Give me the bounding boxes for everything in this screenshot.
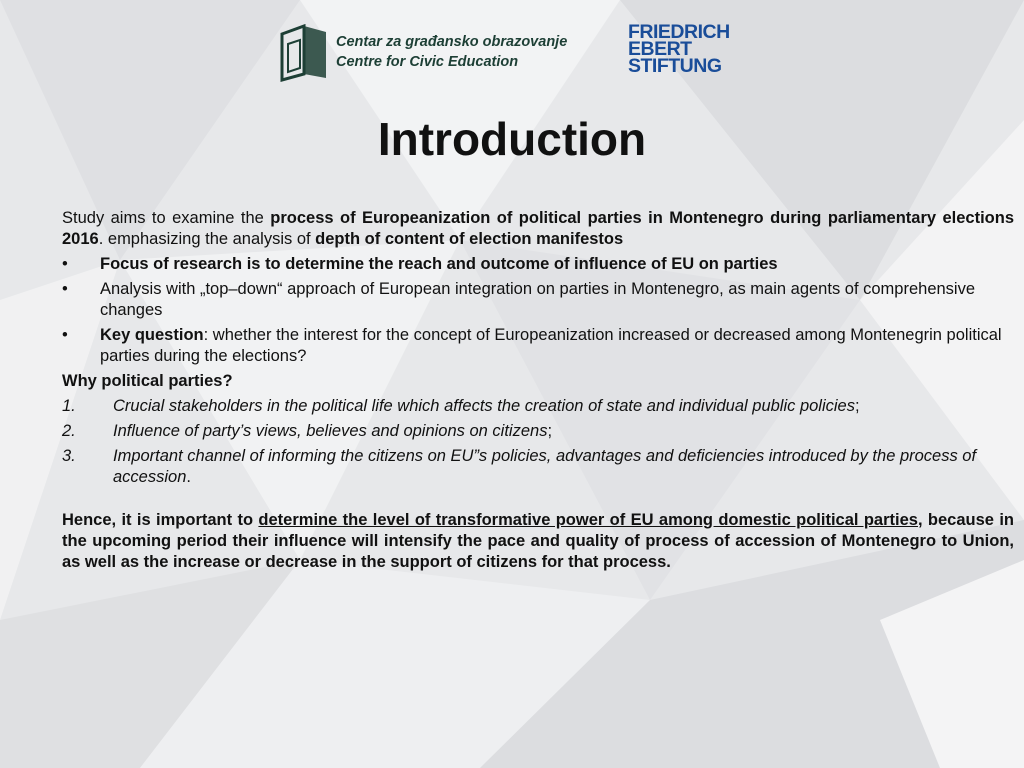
slide-body (62, 208, 1014, 573)
reason-number: 2. (62, 422, 76, 440)
fes-line2: EBERT (628, 38, 692, 60)
bullet-key-question-label: Key question (100, 326, 204, 344)
conclusion-text-1: Hence, it is important to (62, 511, 259, 529)
conclusion-paragraph (62, 510, 1014, 573)
cce-logo (278, 24, 578, 82)
fes-logo (628, 21, 748, 84)
intro-bold-1: process of Europeanization of political parties in Montenegro during parliamentary elections 2016 (62, 209, 1015, 248)
intro-bold-2: depth of content of election manifestos (315, 230, 624, 248)
bullet-item (62, 325, 1014, 367)
why-heading: Why political parties? (62, 372, 233, 390)
reason-text: Influence of party’s views, believes and opinions on citizens (113, 422, 548, 440)
reason-item (62, 446, 1014, 488)
bullet-analysis-text: Analysis with „top–down“ approach of European integration on parties in Montenegro, as main agents of comprehensive changes (100, 280, 976, 319)
reason-number: 1. (62, 397, 76, 415)
intro-paragraph (62, 208, 1014, 250)
cce-name-local: Centar za građansko obrazovanje (336, 34, 568, 50)
reason-number: 3. (62, 447, 76, 465)
bullet-item (62, 279, 1014, 321)
cce-name-english: Centre for Civic Education (336, 54, 519, 70)
slide-title: Introduction (377, 113, 647, 165)
book-icon (278, 24, 330, 82)
reason-text: Crucial stakeholders in the political life which affects the creation of state and individual public policies (113, 397, 855, 415)
reason-item (62, 396, 1014, 417)
conclusion-underlined: determine the level of transformative power of EU among domestic political parties (258, 511, 918, 529)
bullet-marker: • (62, 280, 68, 298)
bullet-key-question-text: : whether the interest for the concept of Europeanization increased or decreased among Montenegrin political parties during the elections? (100, 326, 1002, 365)
fes-line3: STIFTUNG (628, 55, 722, 77)
bullet-marker: • (62, 255, 68, 273)
intro-text-2: . emphasizing the analysis of (98, 230, 316, 248)
logo-bar (0, 22, 1024, 86)
bullet-marker: • (62, 326, 68, 344)
bullet-item (62, 254, 1014, 275)
conclusion-text-2: , because in the upcoming period their influence will intensify the pace and quality of process of accession of Montenegro to Union, as well as the increase or decrease in the support of citizens for that process. (62, 511, 1014, 571)
reason-end: ; (854, 397, 860, 415)
intro-text-1: Study aims to examine the (62, 209, 271, 227)
reason-end: . (186, 468, 191, 486)
bullet-focus-text: Focus of research is to determine the reach and outcome of influence of EU on parties (100, 255, 778, 273)
reason-text: Important channel of informing the citizens on EU”s policies, advantages and deficiencies introduced by the process of accession (113, 447, 977, 486)
fes-line1: FRIEDRICH (628, 21, 730, 43)
reason-end: ; (547, 422, 553, 440)
reason-item (62, 421, 1014, 442)
